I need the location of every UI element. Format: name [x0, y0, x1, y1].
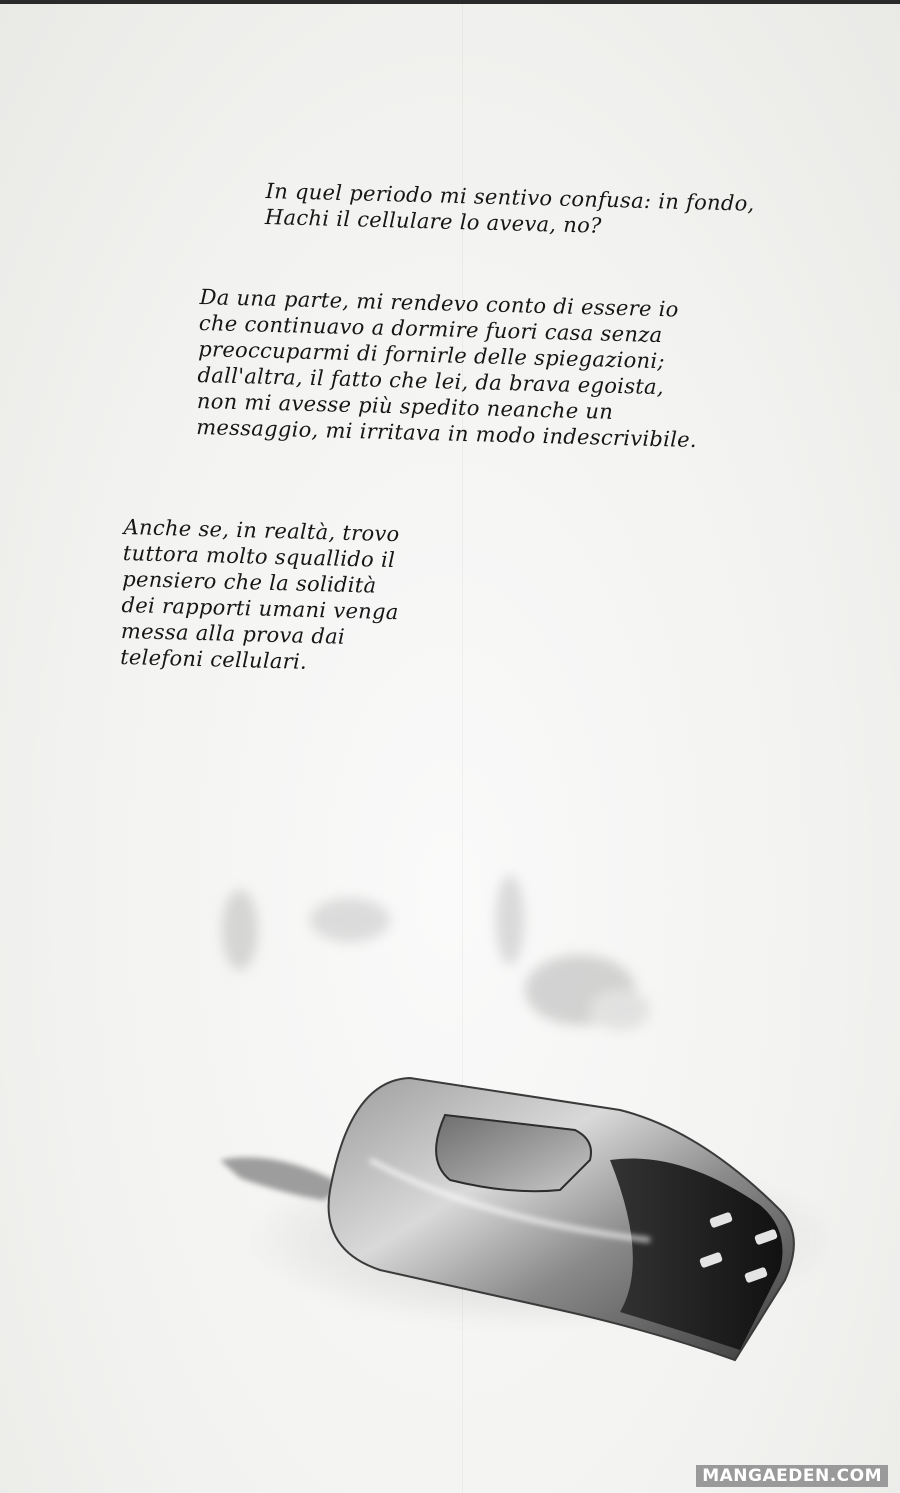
narration-block-2: Da una parte, mi rendevo conto di essere io che continuavo a dormire fuori casa senza preoccuparmi di fornirle delle spiegazioni; dall'altra, il fatto che lei, da brava egoista, non mi avesse più spedito neanche un messaggio, mi irritava in modo indescrivibile.	[195, 284, 698, 453]
narration-block-3: Anche se, in realtà, trovo tuttora molto squallido il pensiero che la solidità dei rapporti umani venga messa alla prova dai telefoni cellulari.	[119, 514, 400, 674]
watermark-label: MANGAEDEN.COM	[696, 1465, 888, 1487]
narration-block-1: In quel periodo mi sentivo confusa: in fondo, Hachi il cellulare lo aveva, no?	[264, 178, 755, 238]
page-top-edge	[0, 0, 900, 4]
mobile-phone-icon	[180, 860, 860, 1420]
